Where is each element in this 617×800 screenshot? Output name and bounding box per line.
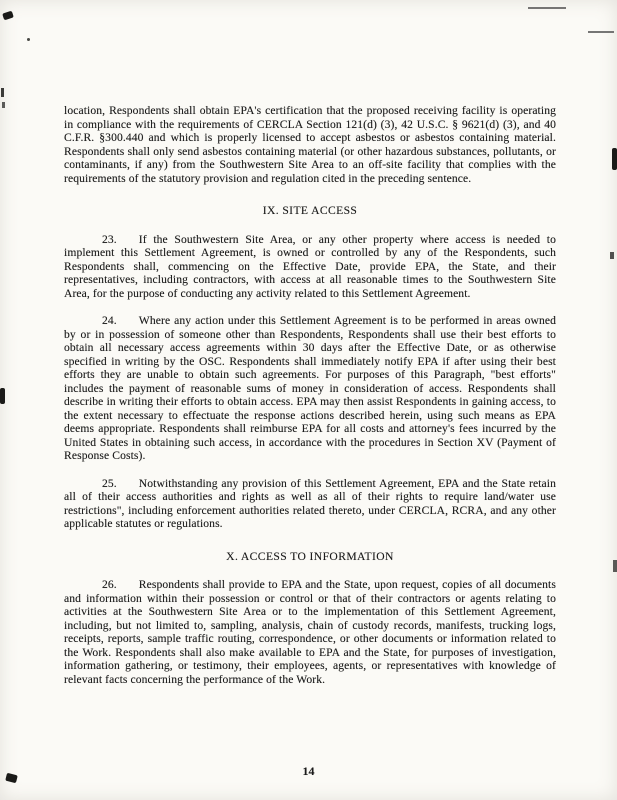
body-paragraph-25 [64, 477, 556, 531]
scan-artifact-right-edge [612, 148, 617, 170]
scan-artifact-top-left [2, 11, 14, 21]
body-paragraph-23 [64, 233, 556, 301]
page-number: 14 [302, 764, 315, 778]
paragraph-text: location, Respondents shall obtain EPA's certification that the proposed receiving facility is operating in compliance with the requirements of CERCLA Section 121(d) (3), 42 U.S.C. § 9621(d) (3), and 40 C.F.R. §300.440 and which is properly licensed to accept asbestos or asbestos containing material. Respondents shall only send asbestos containing material (or other hazardous substances, pollutants, or contaminants, if any) from the Southwestern Site Area to an off-site facility that complies with the requirements of the statutory provision and regulation cited in the preceding sentence. [64, 104, 556, 185]
paragraph-text: Where any action under this Settlement Agreement is to be performed in areas owned by or in possession of someone other than Respondents, Respondents shall use their best efforts to obtain all necessary access agreements within 30 days after the Effective Date, or as otherwise specified in writing by the OSC. Respondents shall immediately notify EPA if after using their best efforts they are unable to obtain such agreements. For purposes of this Paragraph, "best efforts" includes the payment of reasonable sums of money in consideration of access. Respondents shall describe in writing their efforts to obtain access. EPA may then assist Respondents in gaining access, to the extent necessary to effectuate the response actions described herein, using such means as EPA deems appropriate. Respondents shall reimburse EPA for all costs and attorney's fees incurred by the United States in obtaining such access, in accordance with the procedures in Section XV (Payment of Response Costs). [64, 314, 556, 462]
paragraph-number: 26. [102, 578, 117, 591]
paragraph-text: Notwithstanding any provision of this Settlement Agreement, EPA and the State retain all of their access authorities and rights as well as all of their rights to require land/water use restrictions", including enforcement authorities related thereto, under CERCLA, RCRA, and any other applicable statutes or regulations. [64, 476, 556, 530]
scan-artifact-left-edge [0, 388, 5, 404]
paragraph-number: 24. [102, 314, 117, 327]
scan-artifact-top-right [528, 7, 566, 9]
body-paragraph-24 [64, 314, 556, 463]
body-paragraph-intro [64, 104, 556, 185]
section-heading-ix-site-access: IX. SITE ACCESS [262, 204, 358, 217]
scan-artifact-top-right [588, 31, 614, 33]
body-paragraph-26 [64, 578, 556, 686]
scan-artifact-right-edge [610, 252, 614, 259]
section-heading-x-access-to-information: X. ACCESS TO INFORMATION [226, 549, 394, 563]
paragraph-text: Respondents shall provide to EPA and the State, upon request, copies of all documents and information within their possession or control or that of their contractors or agents relating to activities at the Southwestern Site Area or to the implementation of this Settlement Agreement, including, but not limited to, sampling, analysis, chain of custody records, manifests, trucking logs, receipts, reports, sample traffic routing, correspondence, or other documents or information related to the Work. Respondents shall also make available to EPA and the State, for purposes of investigation, information gathering, or testimony, their employees, agents, or representatives with knowledge of relevant facts concerning the performance of the Work. [64, 578, 556, 686]
paragraph-number: 25. [102, 476, 117, 490]
scan-artifact-right-edge [613, 560, 617, 572]
paragraph-text: If the Southwestern Site Area, or any other property where access is needed to implement this Settlement Agreement, is owned or controlled by any of the Respondents, such Respondents shall, commencing on the Effective Date, provide EPA, the State, and their representatives, including contractors, with access at all reasonable times to the Southwestern Site Area, for the purpose of conducting any activity related to this Settlement Agreement. [64, 232, 556, 300]
scan-artifact-dot [27, 38, 30, 41]
document-body [64, 104, 556, 700]
scan-artifact-left-edge [1, 88, 4, 97]
paragraph-number: 23. [102, 232, 117, 246]
scan-artifact-left-edge [2, 102, 5, 108]
